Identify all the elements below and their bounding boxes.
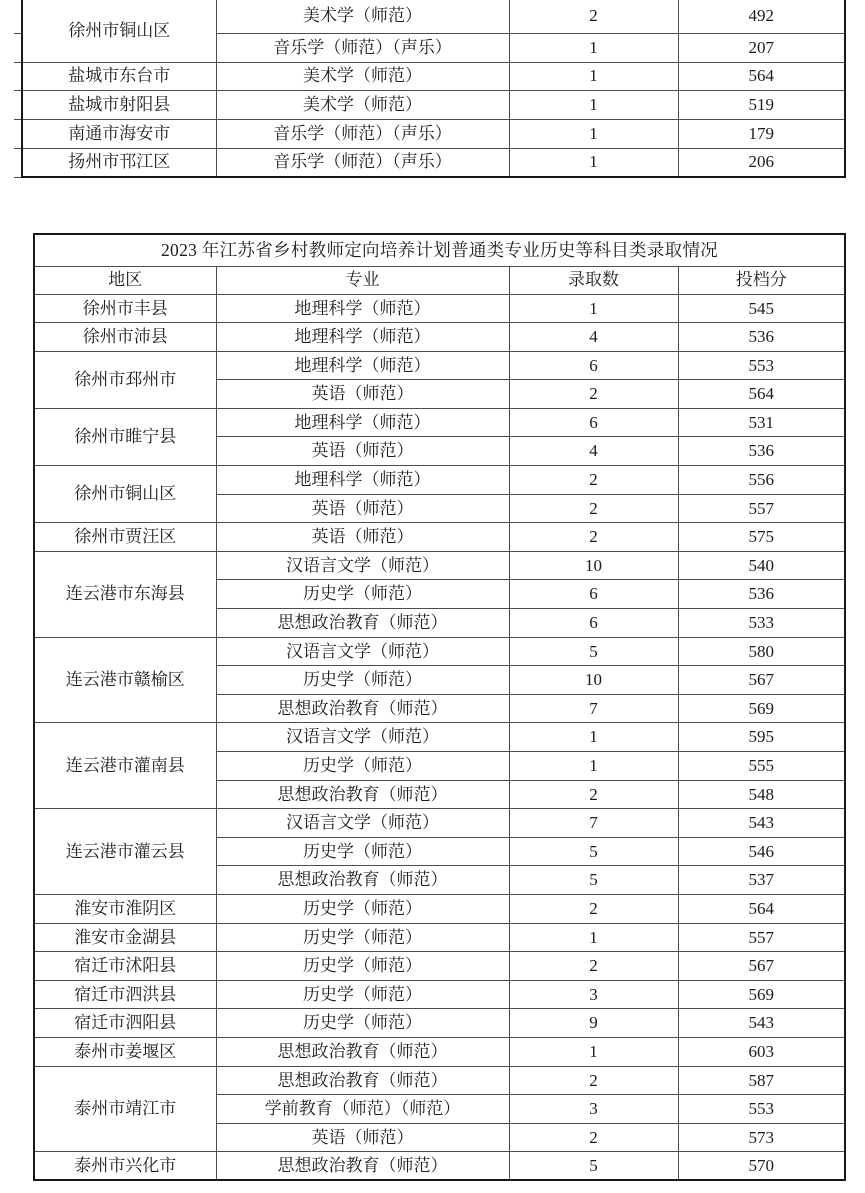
table-row: [22, 62, 845, 90]
header-count: 录取数: [509, 266, 678, 294]
table-row: [34, 980, 845, 1009]
major-cell: 历史学（师范）: [216, 666, 509, 695]
count-cell: 5: [509, 1152, 678, 1181]
region-cell: 宿迁市沭阳县: [34, 952, 216, 981]
score-cell: 564: [678, 380, 845, 409]
major-cell: 汉语言文学（师范）: [216, 723, 509, 752]
table-row: [22, 0, 845, 33]
history-track-admission-table: [33, 233, 846, 1181]
score-cell: 553: [678, 1095, 845, 1124]
count-cell: 1: [509, 33, 678, 62]
major-cell: 美术学（师范）: [216, 90, 509, 119]
score-cell: 595: [678, 723, 845, 752]
score-cell: 545: [678, 294, 845, 323]
table-header-row: [34, 266, 845, 294]
region-cell: 宿迁市泗阳县: [34, 1009, 216, 1038]
major-cell: 历史学（师范）: [216, 923, 509, 952]
score-cell: 567: [678, 666, 845, 695]
major-cell: 思想政治教育（师范）: [216, 780, 509, 809]
score-cell: 573: [678, 1123, 845, 1152]
major-cell: 英语（师范）: [216, 494, 509, 523]
score-cell: 206: [678, 148, 845, 177]
count-cell: 10: [509, 551, 678, 580]
count-cell: 5: [509, 866, 678, 895]
count-cell: 2: [509, 466, 678, 495]
major-cell: 地理科学（师范）: [216, 294, 509, 323]
region-cell: 泰州市靖江市: [34, 1066, 216, 1152]
history-track-admission-table-section: [33, 233, 846, 1181]
count-cell: 1: [509, 723, 678, 752]
major-cell: 思想政治教育（师范）: [216, 866, 509, 895]
cropped-admission-table-section: [21, 0, 846, 178]
major-cell: 汉语言文学（师范）: [216, 551, 509, 580]
table-row: [34, 894, 845, 923]
art-music-admission-table: [21, 0, 846, 178]
major-cell: 英语（师范）: [216, 437, 509, 466]
header-region: 地区: [34, 266, 216, 294]
major-cell: 美术学（师范）: [216, 0, 509, 33]
region-cell: 徐州市铜山区: [34, 466, 216, 523]
region-cell: 宿迁市泗洪县: [34, 980, 216, 1009]
major-cell: 思想政治教育（师范）: [216, 1066, 509, 1095]
count-cell: 7: [509, 809, 678, 838]
region-cell: 扬州市邗江区: [22, 148, 216, 177]
score-cell: 531: [678, 408, 845, 437]
score-cell: 537: [678, 866, 845, 895]
header-major: 专业: [216, 266, 509, 294]
cut-edge-line-stub: [14, 33, 21, 34]
count-cell: 5: [509, 637, 678, 666]
score-cell: 179: [678, 119, 845, 148]
count-cell: 1: [509, 119, 678, 148]
count-cell: 4: [509, 437, 678, 466]
score-cell: 207: [678, 33, 845, 62]
count-cell: 3: [509, 980, 678, 1009]
major-cell: 学前教育（师范）（师范）: [216, 1095, 509, 1124]
count-cell: 1: [509, 294, 678, 323]
count-cell: 1: [509, 90, 678, 119]
score-cell: 536: [678, 323, 845, 352]
score-cell: 564: [678, 894, 845, 923]
score-cell: 519: [678, 90, 845, 119]
score-cell: 557: [678, 494, 845, 523]
table-row: [34, 723, 845, 752]
region-cell: 泰州市姜堰区: [34, 1037, 216, 1066]
major-cell: 思想政治教育（师范）: [216, 609, 509, 638]
score-cell: 556: [678, 466, 845, 495]
count-cell: 4: [509, 323, 678, 352]
major-cell: 汉语言文学（师范）: [216, 809, 509, 838]
score-cell: 540: [678, 551, 845, 580]
score-cell: 536: [678, 437, 845, 466]
cut-edge-line-stub: [14, 62, 21, 63]
score-cell: 567: [678, 952, 845, 981]
major-cell: 英语（师范）: [216, 380, 509, 409]
major-cell: 音乐学（师范）（声乐）: [216, 33, 509, 62]
count-cell: 2: [509, 523, 678, 552]
score-cell: 492: [678, 0, 845, 33]
major-cell: 汉语言文学（师范）: [216, 637, 509, 666]
count-cell: 7: [509, 694, 678, 723]
table-title-row: [34, 234, 845, 266]
count-cell: 2: [509, 894, 678, 923]
cut-edge-line-stub: [14, 119, 21, 120]
count-cell: 6: [509, 408, 678, 437]
region-cell: 连云港市赣榆区: [34, 637, 216, 723]
score-cell: 587: [678, 1066, 845, 1095]
score-cell: 548: [678, 780, 845, 809]
score-cell: 570: [678, 1152, 845, 1181]
cut-edge-line-stub: [14, 177, 21, 178]
count-cell: 6: [509, 609, 678, 638]
score-cell: 536: [678, 580, 845, 609]
region-cell: 盐城市射阳县: [22, 90, 216, 119]
region-cell: 南通市海安市: [22, 119, 216, 148]
table-row: [34, 923, 845, 952]
count-cell: 2: [509, 1066, 678, 1095]
region-cell: 徐州市沛县: [34, 323, 216, 352]
score-cell: 533: [678, 609, 845, 638]
table-row: [34, 1037, 845, 1066]
table-row: [34, 637, 845, 666]
region-cell: 徐州市贾汪区: [34, 523, 216, 552]
region-cell: 淮安市金湖县: [34, 923, 216, 952]
table-row: [34, 1152, 845, 1181]
major-cell: 地理科学（师范）: [216, 351, 509, 380]
region-cell: 连云港市东海县: [34, 551, 216, 637]
table-row: [34, 294, 845, 323]
table-row: [34, 408, 845, 437]
count-cell: 6: [509, 580, 678, 609]
region-cell: 连云港市灌云县: [34, 809, 216, 895]
table-row: [34, 1066, 845, 1095]
count-cell: 1: [509, 62, 678, 90]
header-score: 投档分: [678, 266, 845, 294]
major-cell: 历史学（师范）: [216, 1009, 509, 1038]
major-cell: 地理科学（师范）: [216, 466, 509, 495]
table-row: [22, 119, 845, 148]
region-cell: 徐州市铜山区: [22, 0, 216, 62]
region-cell: 淮安市淮阴区: [34, 894, 216, 923]
table-row: [34, 466, 845, 495]
major-cell: 音乐学（师范）（声乐）: [216, 119, 509, 148]
region-cell: 徐州市丰县: [34, 294, 216, 323]
major-cell: 历史学（师范）: [216, 980, 509, 1009]
major-cell: 历史学（师范）: [216, 952, 509, 981]
count-cell: 3: [509, 1095, 678, 1124]
score-cell: 569: [678, 980, 845, 1009]
major-cell: 音乐学（师范）（声乐）: [216, 148, 509, 177]
table-title: 2023 年江苏省乡村教师定向培养计划普通类专业历史等科目类录取情况: [34, 234, 845, 266]
score-cell: 564: [678, 62, 845, 90]
count-cell: 1: [509, 1037, 678, 1066]
score-cell: 569: [678, 694, 845, 723]
major-cell: 美术学（师范）: [216, 62, 509, 90]
major-cell: 思想政治教育（师范）: [216, 1037, 509, 1066]
table-row: [34, 809, 845, 838]
score-cell: 557: [678, 923, 845, 952]
region-cell: 徐州市睢宁县: [34, 408, 216, 465]
count-cell: 1: [509, 148, 678, 177]
score-cell: 546: [678, 837, 845, 866]
major-cell: 思想政治教育（师范）: [216, 1152, 509, 1181]
region-cell: 泰州市兴化市: [34, 1152, 216, 1181]
table-row: [34, 323, 845, 352]
major-cell: 历史学（师范）: [216, 894, 509, 923]
score-cell: 575: [678, 523, 845, 552]
table-row: [34, 551, 845, 580]
count-cell: 10: [509, 666, 678, 695]
major-cell: 历史学（师范）: [216, 752, 509, 781]
table-row: [22, 90, 845, 119]
table-row: [34, 1009, 845, 1038]
major-cell: 地理科学（师范）: [216, 323, 509, 352]
table-row: [34, 523, 845, 552]
table-row: [34, 952, 845, 981]
major-cell: 思想政治教育（师范）: [216, 694, 509, 723]
count-cell: 2: [509, 0, 678, 33]
cut-edge-line-stub: [14, 148, 21, 149]
count-cell: 1: [509, 752, 678, 781]
count-cell: 2: [509, 1123, 678, 1152]
major-cell: 历史学（师范）: [216, 837, 509, 866]
score-cell: 580: [678, 637, 845, 666]
count-cell: 5: [509, 837, 678, 866]
region-cell: 盐城市东台市: [22, 62, 216, 90]
count-cell: 2: [509, 780, 678, 809]
major-cell: 英语（师范）: [216, 523, 509, 552]
score-cell: 543: [678, 809, 845, 838]
region-cell: 徐州市邳州市: [34, 351, 216, 408]
table-row: [22, 148, 845, 177]
cut-edge-line-stub: [14, 90, 21, 91]
score-cell: 553: [678, 351, 845, 380]
count-cell: 1: [509, 923, 678, 952]
count-cell: 9: [509, 1009, 678, 1038]
table-row: [34, 351, 845, 380]
count-cell: 2: [509, 494, 678, 523]
score-cell: 555: [678, 752, 845, 781]
major-cell: 地理科学（师范）: [216, 408, 509, 437]
score-cell: 603: [678, 1037, 845, 1066]
count-cell: 6: [509, 351, 678, 380]
major-cell: 英语（师范）: [216, 1123, 509, 1152]
score-cell: 543: [678, 1009, 845, 1038]
count-cell: 2: [509, 952, 678, 981]
count-cell: 2: [509, 380, 678, 409]
region-cell: 连云港市灌南县: [34, 723, 216, 809]
major-cell: 历史学（师范）: [216, 580, 509, 609]
